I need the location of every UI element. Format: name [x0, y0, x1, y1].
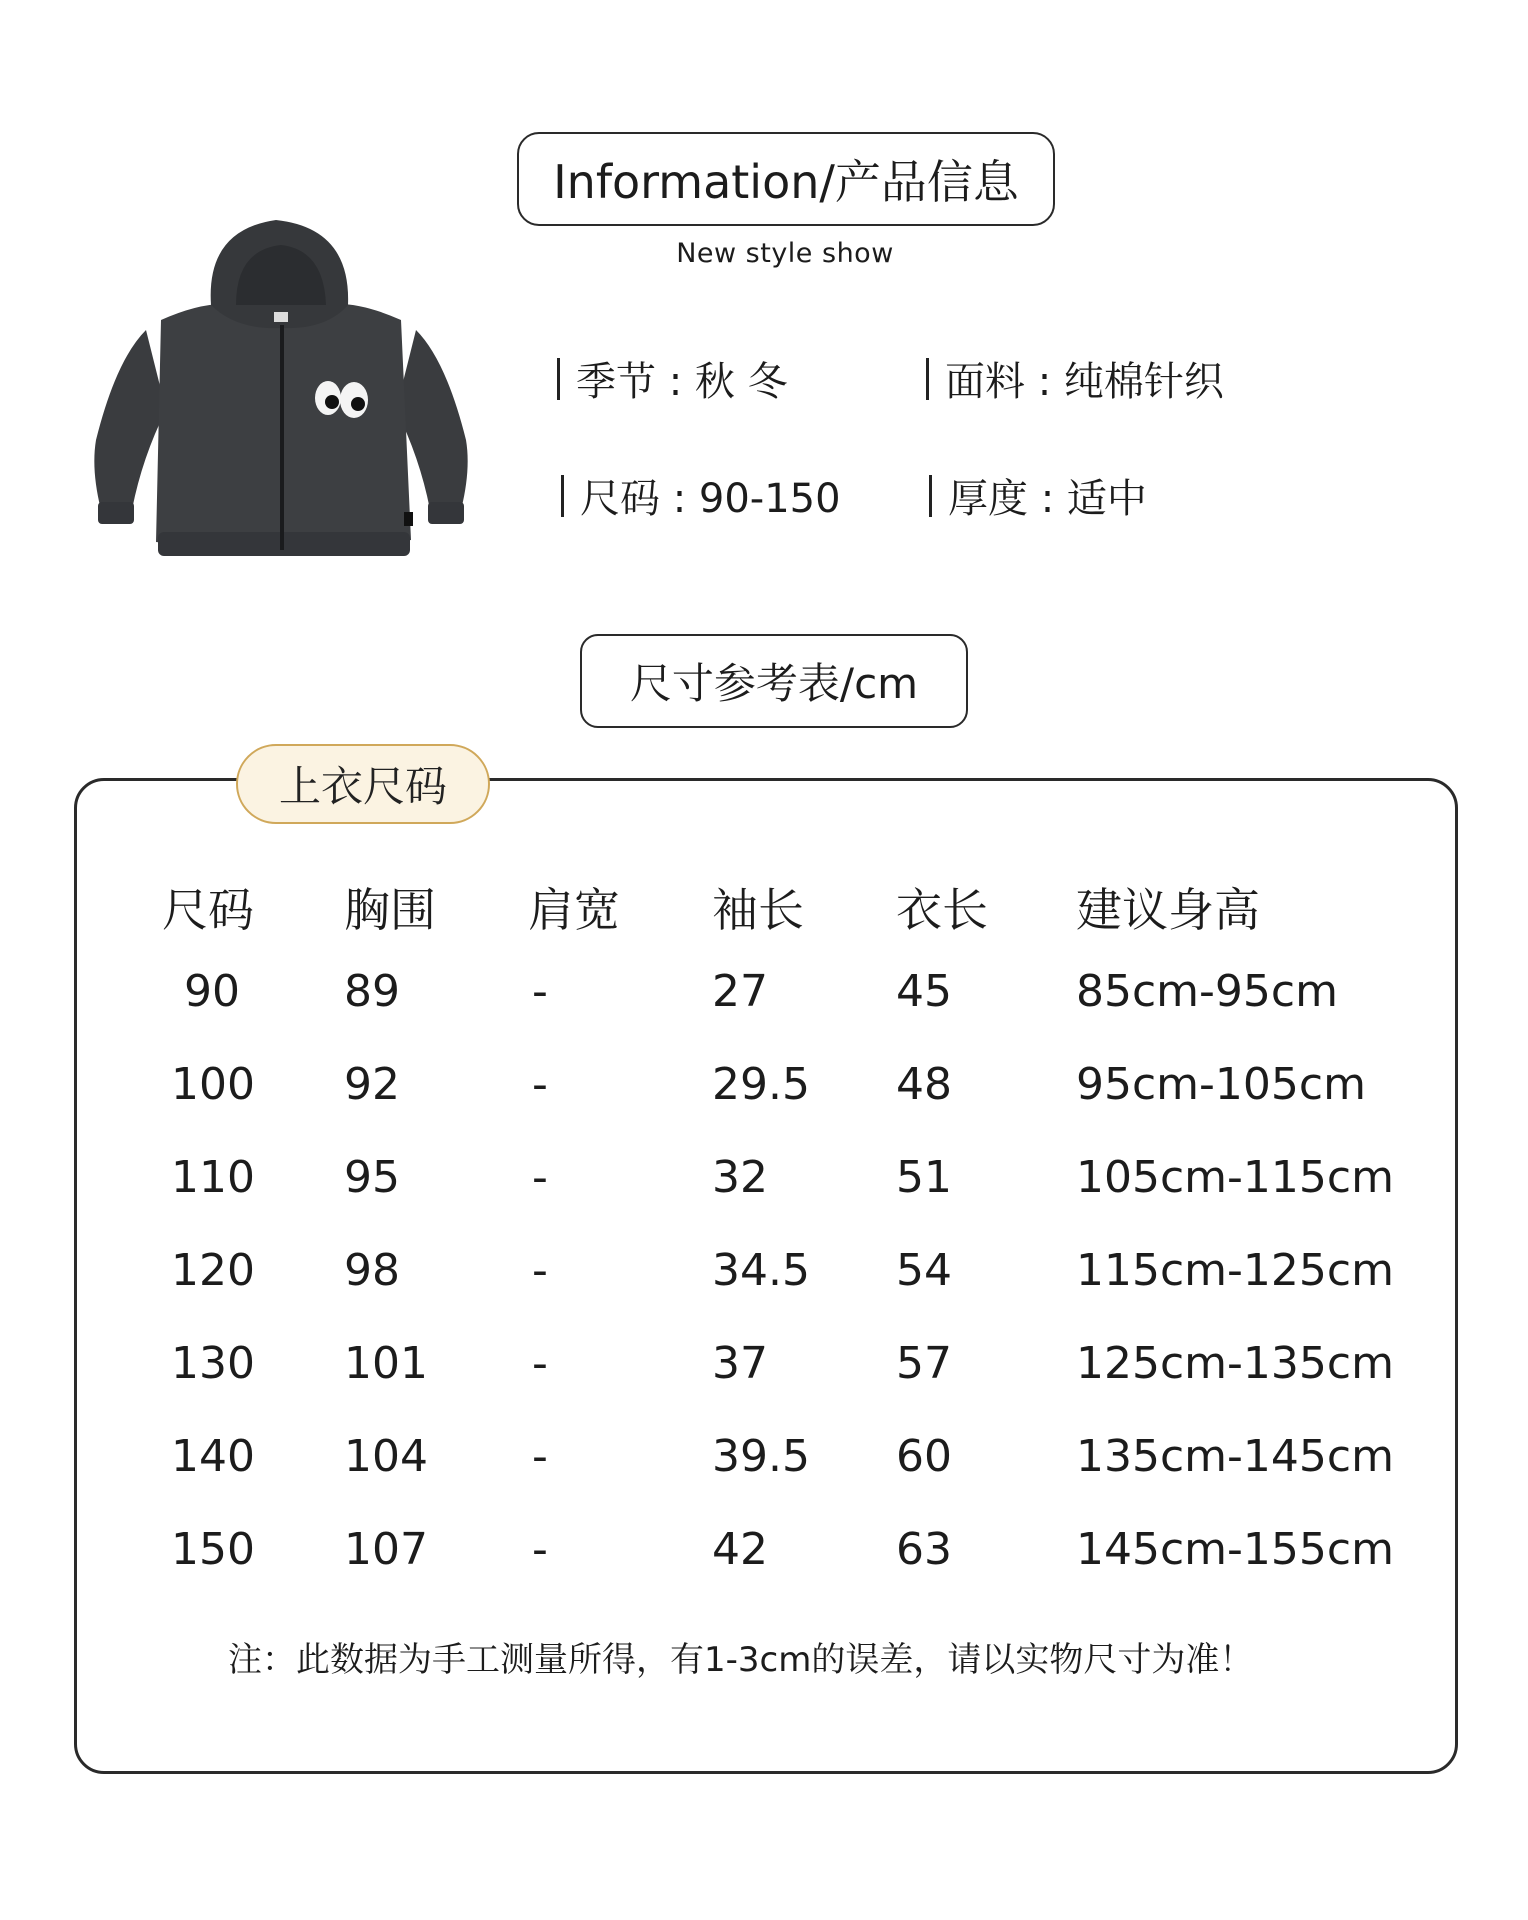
attribute-season [557, 350, 788, 407]
attribute-fabric [926, 350, 1224, 407]
cell-chest: 89 [344, 966, 400, 1017]
cell-chest: 95 [344, 1152, 400, 1203]
divider-bar [561, 475, 564, 517]
cell-sleeve: 39.5 [712, 1431, 810, 1482]
cell-sleeve: 42 [712, 1524, 768, 1575]
column-header-length: 衣长 [896, 883, 988, 937]
section-tag-top-size: 上衣尺码 [236, 744, 490, 824]
divider-bar [929, 475, 932, 517]
cell-length: 54 [896, 1245, 952, 1296]
size-chart-title: 尺寸参考表/cm [580, 634, 968, 728]
attribute-size-text: 尺码 : 90-150 [580, 476, 841, 522]
column-header-sleeve: 袖长 [712, 883, 804, 937]
attribute-fabric-text: 面料 : 纯棉针织 [945, 359, 1224, 405]
cell-shoulder: - [532, 1431, 548, 1482]
subtitle: New style show [676, 238, 894, 269]
cell-height: 85cm-95cm [1076, 966, 1338, 1017]
cell-chest: 107 [344, 1524, 428, 1575]
cell-shoulder: - [532, 1338, 548, 1389]
attribute-thickness-text: 厚度 : 适中 [948, 476, 1147, 522]
cell-size: 100 [171, 1059, 255, 1110]
measurement-note: 注：此数据为手工测量所得，有1-3cm的误差，请以实物尺寸为准！ [228, 1640, 1254, 1680]
column-header-height: 建议身高 [1076, 883, 1260, 937]
cell-sleeve: 29.5 [712, 1059, 810, 1110]
cell-shoulder: - [532, 1524, 548, 1575]
cell-height: 105cm-115cm [1076, 1152, 1394, 1203]
cell-size: 110 [171, 1152, 255, 1203]
cell-height: 95cm-105cm [1076, 1059, 1366, 1110]
column-header-size: 尺码 [162, 883, 254, 937]
cell-size: 120 [171, 1245, 255, 1296]
cell-shoulder: - [532, 966, 548, 1017]
cell-length: 51 [896, 1152, 952, 1203]
cell-chest: 104 [344, 1431, 428, 1482]
cell-size: 140 [171, 1431, 255, 1482]
cell-shoulder: - [532, 1152, 548, 1203]
information-title: Information/产品信息 [517, 132, 1055, 226]
cell-sleeve: 27 [712, 966, 768, 1017]
cell-length: 60 [896, 1431, 952, 1482]
cell-chest: 92 [344, 1059, 400, 1110]
cell-height: 115cm-125cm [1076, 1245, 1394, 1296]
column-header-shoulder: 肩宽 [528, 883, 620, 937]
cell-height: 125cm-135cm [1076, 1338, 1394, 1389]
cell-height: 135cm-145cm [1076, 1431, 1394, 1482]
cell-length: 63 [896, 1524, 952, 1575]
cell-sleeve: 32 [712, 1152, 768, 1203]
cell-shoulder: - [532, 1245, 548, 1296]
cell-length: 57 [896, 1338, 952, 1389]
cell-length: 45 [896, 966, 952, 1017]
cell-sleeve: 34.5 [712, 1245, 810, 1296]
cell-size: 150 [171, 1524, 255, 1575]
cell-size: 130 [171, 1338, 255, 1389]
attribute-season-text: 季节 : 秋 冬 [576, 359, 788, 405]
cell-length: 48 [896, 1059, 952, 1110]
column-header-chest: 胸围 [344, 883, 436, 937]
cell-chest: 98 [344, 1245, 400, 1296]
cell-chest: 101 [344, 1338, 428, 1389]
attribute-size [561, 467, 841, 524]
cell-sleeve: 37 [712, 1338, 768, 1389]
cell-height: 145cm-155cm [1076, 1524, 1394, 1575]
cell-size: 90 [184, 966, 240, 1017]
divider-bar [557, 358, 560, 400]
attribute-thickness [929, 467, 1147, 524]
divider-bar [926, 358, 929, 400]
cell-shoulder: - [532, 1059, 548, 1110]
